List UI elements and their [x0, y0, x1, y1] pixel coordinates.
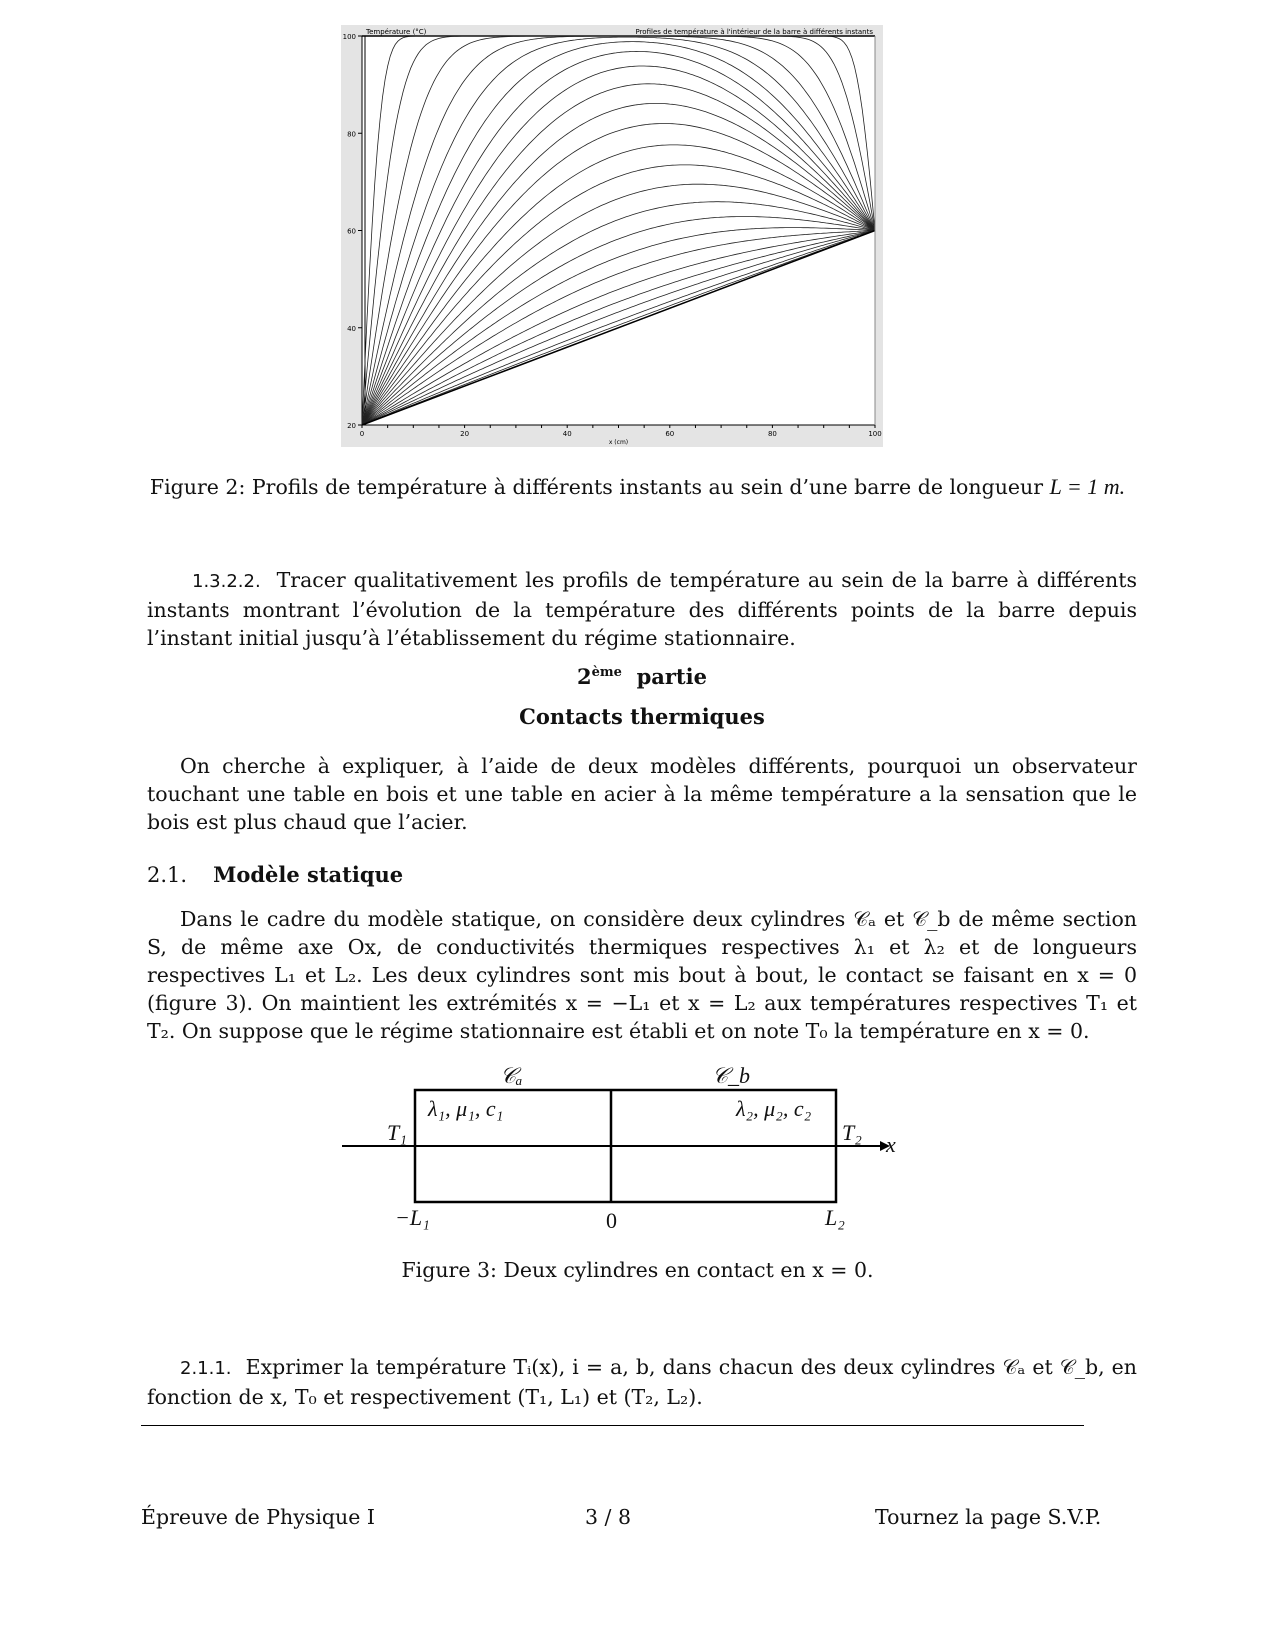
question-2-1-1 [147, 1353, 1137, 1411]
question-number: 1.3.2.2. [192, 571, 261, 592]
cylinder-b-label: 𝒞_b [712, 1063, 751, 1088]
footer-rule [141, 1425, 1084, 1426]
question-1-3-2-2 [147, 566, 1137, 652]
part-title: Contacts thermiques [519, 704, 765, 729]
part-number: 2 [577, 664, 592, 689]
t2-label: T₂ [842, 1120, 862, 1145]
intro-paragraph: On cherche à expliquer, à l’aide de deux modèles différents, pourquoi un observateur touchant une table en bois et une table en acier à la même température a la sensation que le bois est plus chaud que l’acier. [147, 754, 1137, 834]
part-sup: ème [591, 665, 622, 680]
temperature-profiles-plot [341, 25, 883, 447]
minus-l1-label: −L₁ [395, 1205, 430, 1230]
caption-math: L = 1 m. [1049, 474, 1126, 499]
figure-3-diagram [340, 1060, 920, 1233]
question-number: 2.1.1. [180, 1358, 232, 1379]
x-axis-label: x [886, 1132, 896, 1157]
t1-label: T₁ [387, 1120, 407, 1145]
footer-exam-title: Épreuve de Physique I [141, 1505, 375, 1529]
x-tick-label: 100 [868, 430, 882, 438]
part-heading [147, 664, 1137, 689]
figure-3-caption: Figure 3: Deux cylindres en contact en x = 0. [401, 1258, 874, 1282]
x-tick-label: 20 [460, 430, 470, 438]
y-axis-label: Température (°C) [366, 28, 427, 36]
y-tick-label: 40 [347, 324, 356, 333]
x-tick-label: 60 [665, 430, 675, 438]
x-tick-label: 40 [562, 430, 572, 438]
l2-label: L₂ [825, 1205, 845, 1230]
origin-label: 0 [606, 1208, 617, 1233]
plot-area [362, 36, 875, 425]
chart-title: Profiles de température à l'intérieur de la barre à différents instants [635, 28, 873, 36]
caption-text: Figure 2: Profils de température à différents instants au sein d’une barre de longueur [149, 475, 1050, 499]
section-2-1-paragraph: Dans le cadre du modèle statique, on considère deux cylindres 𝒞ₐ et 𝒞_b de même section S, de même axe Ox, de conductivités thermiques respectives λ₁ et λ₂ et de longueurs respectives L₁ et L₂. Les deux cylindres sont mis bout à bout, le contact se faisant en x = 0 (figure 3). On maintient les extrémités x = −L₁ et x = L₂ aux températures respectives T₁ et T₂. On suppose que le régime stationnaire est établi et on note T₀ la température en x = 0. [147, 907, 1137, 1043]
question-text: Exprimer la température Tᵢ(x), i = a, b, dans chacun des deux cylindres 𝒞ₐ et 𝒞_b, en fonction de x, T₀ et respectivement (T₁, L₁) et (T₂, L₂). [147, 1355, 1137, 1409]
x-tick-label: 0 [359, 430, 365, 438]
footer-page-number: 3 / 8 [585, 1505, 632, 1529]
y-tick-label: 80 [347, 130, 356, 139]
section-title: Modèle statique [213, 862, 404, 887]
figure-2-chart [341, 25, 883, 447]
question-text: Tracer qualitativement les profils de température au sein de la barre à différents instants montrant l’évolution de la température des différents points de la barre depuis l’instant initial jusqu’à l’établissement du régime stationnaire. [147, 568, 1137, 650]
y-tick-label: 20 [347, 422, 356, 430]
figure-2-caption [100, 474, 1175, 500]
section-number: 2.1. [147, 863, 188, 887]
x-tick-label: 80 [767, 430, 777, 438]
section-2-1-heading [147, 862, 403, 887]
part-word: partie [636, 664, 707, 689]
y-tick-label: 60 [347, 227, 356, 236]
y-tick-label: 100 [342, 33, 356, 41]
x-axis-label: x (cm) [608, 439, 629, 446]
cylinder-a-label: 𝒞ₐ [500, 1063, 523, 1088]
footer-turn-page: Tournez la page S.V.P. [875, 1505, 1102, 1529]
cylinder-a-properties: λ₁, μ₁, c₁ [428, 1096, 504, 1121]
cylinder-b-properties: λ₂, μ₂, c₂ [736, 1096, 812, 1121]
